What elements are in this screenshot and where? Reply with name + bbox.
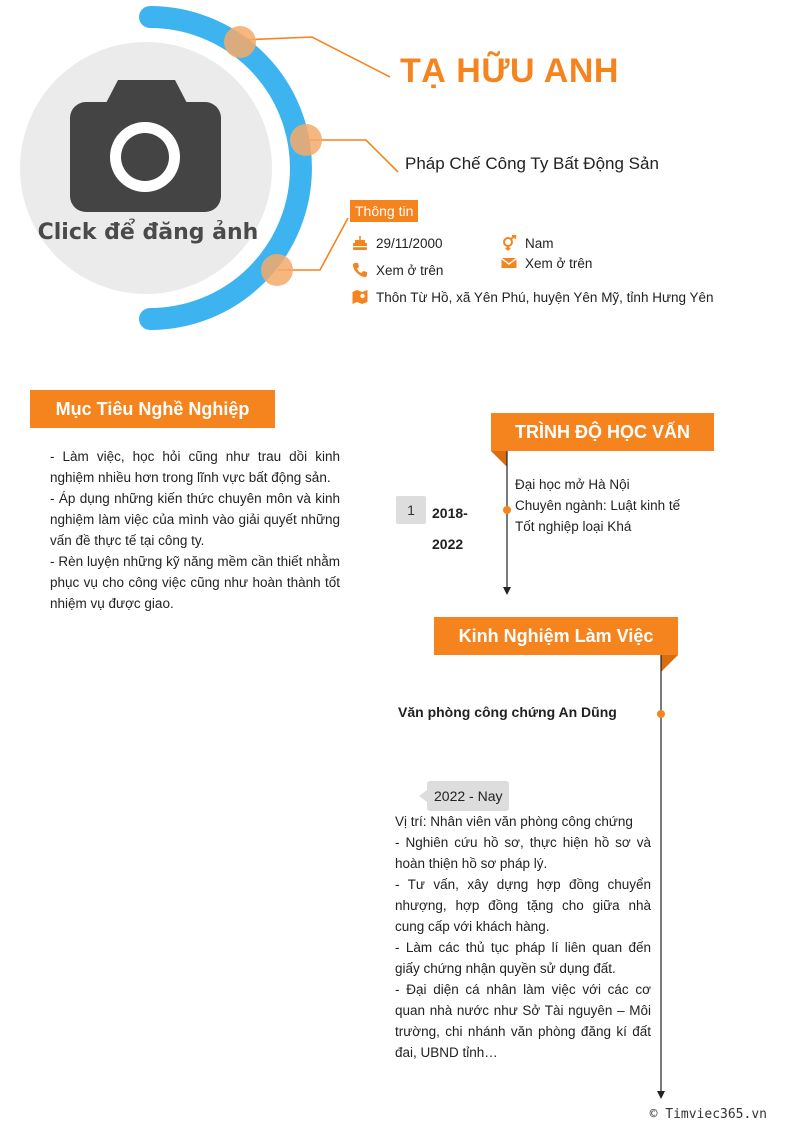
exp-fold — [661, 655, 678, 672]
info-birthdate — [352, 235, 443, 251]
exp-timeline-arrow — [657, 1091, 665, 1099]
experience-line: - Làm các thủ tục pháp lí liên quan đến giấy chứng nhận quyền sử dụng đất. — [395, 940, 651, 976]
objective-line: - Áp dụng những kiến thức chuyên môn và kinh nghiệm làm việc của mình vào giải quyết những vấn đề thực tế tại công ty. — [50, 491, 340, 548]
job-title: Pháp Chế Công Ty Bất Động Sản — [405, 154, 659, 173]
info-email — [501, 255, 592, 271]
cake-icon — [352, 235, 368, 251]
education-years — [432, 498, 468, 560]
candidate-name: TẠ HỮU ANH — [400, 52, 619, 90]
education-year-start: 2018- — [432, 505, 468, 521]
phone-icon — [352, 262, 368, 278]
envelope-icon — [501, 255, 517, 271]
education-index-badge: 1 — [396, 496, 426, 524]
arc-dot — [290, 124, 322, 156]
objective-heading: Mục Tiêu Nghề Nghiệp — [30, 390, 275, 428]
info-gender — [501, 235, 554, 251]
objective-line: - Làm việc, học hỏi cũng như trau dồi kinh nghiệm nhiều hơn trong lĩnh vực bất động sản. — [50, 449, 340, 485]
education-details — [515, 474, 680, 537]
experience-line: Vị trí: Nhân viên văn phòng công chứng — [395, 814, 633, 829]
gender-icon — [501, 235, 517, 251]
phone-value: Xem ở trên — [376, 262, 444, 278]
upload-photo-label[interactable]: Click để đăng ảnh — [37, 220, 259, 245]
education-heading: TRÌNH ĐỘ HỌC VẤN — [491, 413, 714, 451]
edu-fold — [491, 451, 507, 467]
education-grade: Tốt nghiệp loại Khá — [515, 519, 632, 534]
experience-line: - Tư vấn, xây dựng hợp đồng chuyển nhượng, hợp đồng tặng cho giữa nhà cung cấp với khách hàng. — [395, 877, 651, 934]
info-heading: Thông tin — [350, 200, 418, 222]
info-address — [352, 289, 714, 305]
education-year-end: 2022 — [432, 536, 464, 552]
exp-timeline-dot — [657, 710, 665, 718]
objective-line: - Rèn luyện những kỹ năng mềm cần thiết nhằm phục vụ cho công việc cũng như hoàn thành tốt nhiệm vụ được giao. — [50, 554, 340, 611]
arc-dot — [224, 26, 256, 58]
gender-value: Nam — [525, 235, 554, 251]
experience-line: - Nghiên cứu hồ sơ, thực hiện hồ sơ và hoàn thiện hồ sơ pháp lý. — [395, 835, 651, 871]
period-pointer — [419, 790, 427, 802]
birthdate-value: 29/11/2000 — [376, 235, 443, 251]
footer-credit[interactable]: © Timviec365.vn — [649, 1107, 767, 1122]
experience-line: - Đại diện cá nhân làm việc với các cơ quan nhà nước như Sở Tài nguyên – Môi trường, chi nhánh văn phòng đăng kí đất đai, UBND tỉnh… — [395, 982, 651, 1060]
experience-company: Văn phòng công chứng An Dũng — [398, 704, 617, 720]
experience-period: 2022 - Nay — [427, 781, 509, 811]
edu-timeline-dot — [503, 506, 511, 514]
edu-timeline-arrow — [503, 587, 511, 595]
info-phone — [352, 262, 443, 278]
map-icon — [352, 289, 368, 305]
arc-dot — [261, 254, 293, 286]
experience-text — [395, 811, 651, 1063]
education-major: Chuyên ngành: Luật kinh tế — [515, 498, 681, 513]
email-value: Xem ở trên — [525, 255, 593, 271]
address-value: Thôn Từ Hồ, xã Yên Phú, huyện Yên Mỹ, tỉnh Hưng Yên — [376, 289, 714, 305]
experience-heading: Kinh Nghiệm Làm Việc — [434, 617, 678, 655]
objective-text — [50, 446, 340, 614]
education-school: Đại học mở Hà Nội — [515, 477, 630, 492]
